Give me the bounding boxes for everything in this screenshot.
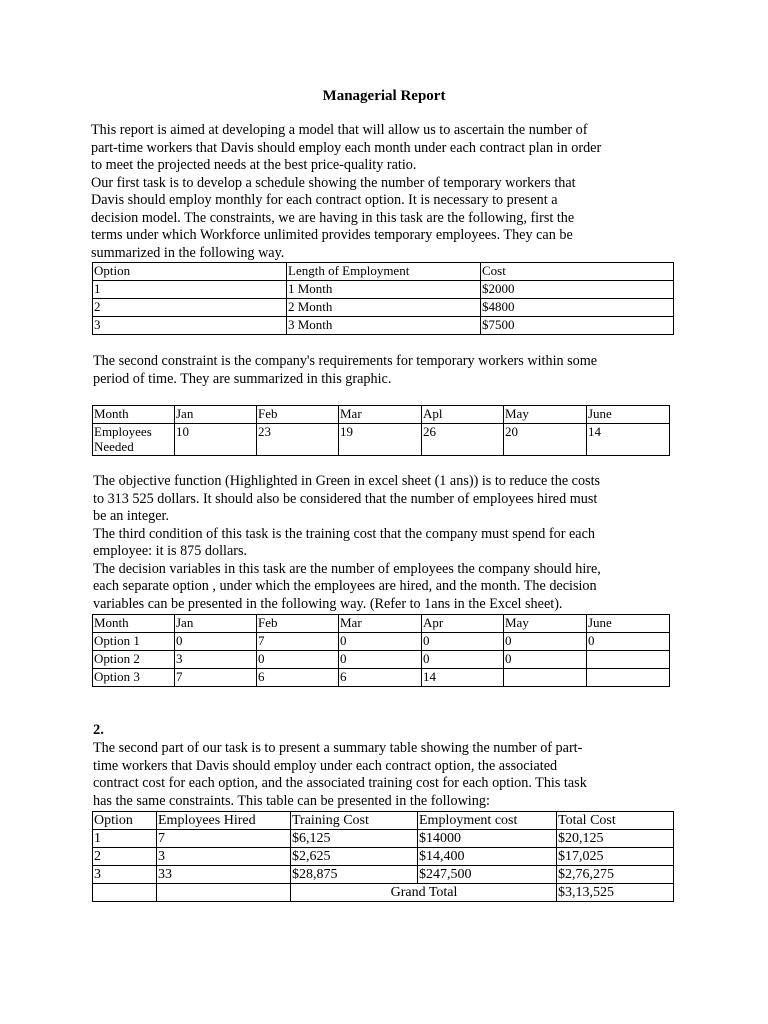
table-row [93, 830, 674, 848]
header-cell: Jan [175, 615, 257, 633]
table-cell: $247,500 [418, 866, 557, 884]
table-cell: $20,125 [557, 830, 674, 848]
table-row [93, 299, 674, 317]
grand-total-value: $3,13,525 [557, 884, 674, 902]
table-row [93, 848, 674, 866]
table-cell: 0 [504, 633, 587, 651]
table-cell: 0 [175, 633, 257, 651]
table-cell: 3 [93, 866, 157, 884]
table-cell: 19 [339, 424, 422, 456]
table-cell: 1 [93, 830, 157, 848]
table-cell: 6 [339, 669, 422, 687]
header-cell: Jan [175, 406, 257, 424]
table-cell: 14 [587, 424, 670, 456]
table-row [93, 669, 670, 687]
table-cell [587, 651, 670, 669]
table-cell: 1 Month [287, 281, 481, 299]
header-cell: Training Cost [291, 812, 418, 830]
grand-total-row [93, 884, 674, 902]
table-cell: 2 [93, 299, 287, 317]
table-cell [93, 884, 157, 902]
header-cell: Mar [339, 406, 422, 424]
header-cell: Mar [339, 615, 422, 633]
header-cell: Option [93, 263, 287, 281]
table-cell: $2000 [481, 281, 674, 299]
table-cell: 3 [157, 848, 291, 866]
table-cell: $2,625 [291, 848, 418, 866]
table-cell [587, 669, 670, 687]
table-header-row [93, 406, 670, 424]
header-cell: Feb [257, 406, 339, 424]
table-cell: 23 [257, 424, 339, 456]
table-cell: $17,025 [557, 848, 674, 866]
header-cell: June [587, 406, 670, 424]
table-cell: Option 2 [93, 651, 175, 669]
table-cell: 20 [504, 424, 587, 456]
summary-paragraph: The second part of our task is to present a summary table showing the number of part- time workers that Davis should employ under each contract option, the associated contract cost for each option, and the associated training cost for each option. This task has the same constraints. This table can be presented in the following: [93, 740, 587, 809]
header-cell: Apl [422, 406, 504, 424]
decision-variables-table [92, 614, 670, 687]
table-cell: 3 [175, 651, 257, 669]
header-cell: Month [93, 615, 175, 633]
monthly-requirements-table [92, 405, 670, 456]
table-cell: 0 [422, 633, 504, 651]
table-row [93, 633, 670, 651]
table-row [93, 317, 674, 335]
table-cell: 2 Month [287, 299, 481, 317]
table-cell: 14 [422, 669, 504, 687]
table-cell: 7 [257, 633, 339, 651]
header-cell: Cost [481, 263, 674, 281]
table-cell: $6,125 [291, 830, 418, 848]
header-cell: May [504, 406, 587, 424]
table-cell [157, 884, 291, 902]
table-cell: Employees Needed [93, 424, 175, 456]
table-cell: 2 [93, 848, 157, 866]
header-cell: Month [93, 406, 175, 424]
table-cell: 0 [339, 633, 422, 651]
objective-paragraph: The objective function (Highlighted in Green in excel sheet (1 ans)) is to reduce the costs to 313 525 dollars. It should also be considered that the number of employees hired must be an integer. The third condition of this task is the training cost that the company must spend for each employee: it is 875 dollars. The decision variables in this task are the number of employees the company should hire, each separate option , under which the employees are hired, and the month. The decision variables can be presented in the following way. (Refer to 1ans in the Excel sheet). [93, 473, 601, 612]
table-cell: 0 [587, 633, 670, 651]
table-header-row [93, 812, 674, 830]
header-cell: Employment cost [418, 812, 557, 830]
table-cell: 1 [93, 281, 287, 299]
summary-cost-table [92, 811, 674, 902]
table-row [93, 424, 670, 456]
table-cell: $14000 [418, 830, 557, 848]
table-cell: 0 [257, 651, 339, 669]
table-cell: 6 [257, 669, 339, 687]
table-cell: $4800 [481, 299, 674, 317]
requirements-paragraph: The second constraint is the company's requirements for temporary workers within some period of time. They are summarized in this graphic. [93, 353, 598, 387]
grand-total-label: Grand Total [291, 884, 557, 902]
table-cell: Option 1 [93, 633, 175, 651]
table-cell: 3 Month [287, 317, 481, 335]
report-title: Managerial Report [322, 88, 446, 104]
table-row [93, 651, 670, 669]
table-cell: 33 [157, 866, 291, 884]
table-cell: 0 [422, 651, 504, 669]
table-cell: 0 [504, 651, 587, 669]
table-cell: 7 [175, 669, 257, 687]
table-cell: 26 [422, 424, 504, 456]
table-cell: 10 [175, 424, 257, 456]
table-cell: Option 3 [93, 669, 175, 687]
table-header-row [93, 263, 674, 281]
table-cell: $28,875 [291, 866, 418, 884]
table-cell: $7500 [481, 317, 674, 335]
header-cell: Apr [422, 615, 504, 633]
table-cell [504, 669, 587, 687]
table-cell: 7 [157, 830, 291, 848]
header-cell: Total Cost [557, 812, 674, 830]
table-cell: 0 [339, 651, 422, 669]
header-cell: Length of Employment [287, 263, 481, 281]
table-header-row [93, 615, 670, 633]
table-cell: $14,400 [418, 848, 557, 866]
section-number: 2. [93, 722, 104, 738]
intro-paragraph: This report is aimed at developing a model that will allow us to ascertain the number of part-time workers that Davis should employ each month under each contract plan in order to meet the projected needs at the best price-quality ratio. Our first task is to develop a schedule showing the number of temporary workers that Davis should employ monthly for each contract option. It is necessary to present a decision model. The constraints, we are having in this task are the following, first the terms under which Workforce unlimited provides temporary employees. They can be summarized in the following way. [91, 122, 602, 261]
contract-options-table [92, 262, 674, 335]
header-cell: May [504, 615, 587, 633]
table-row [93, 866, 674, 884]
header-cell: Option [93, 812, 157, 830]
table-cell: $2,76,275 [557, 866, 674, 884]
table-row [93, 281, 674, 299]
header-cell: Feb [257, 615, 339, 633]
header-cell: Employees Hired [157, 812, 291, 830]
table-cell: 3 [93, 317, 287, 335]
header-cell: June [587, 615, 670, 633]
